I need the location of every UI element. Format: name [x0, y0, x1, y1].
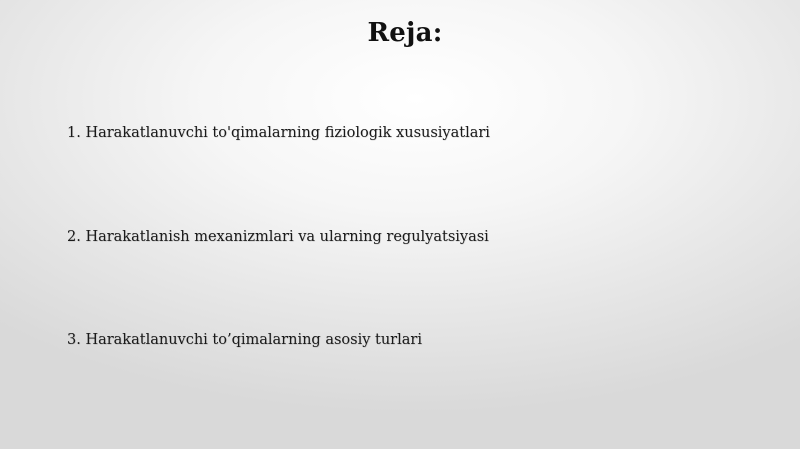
- plan-item-2: 2. Harakatlanish mexanizmlari va ularning regulyatsiyasi: [67, 229, 489, 245]
- plan-item-3: 3. Harakatlanuvchi to’qimalarning asosiy turlari: [67, 332, 422, 348]
- plan-item-1: 1. Harakatlanuvchi to'qimalarning fiziologik xususiyatlari: [67, 125, 490, 141]
- slide-title: Reja:: [367, 18, 443, 48]
